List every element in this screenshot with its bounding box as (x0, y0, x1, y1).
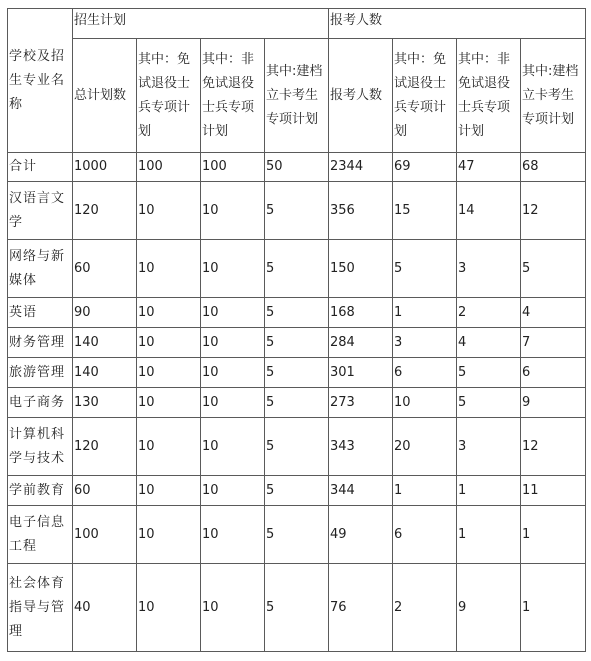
row-value-3: 5 (265, 358, 329, 388)
row-value-4: 150 (329, 240, 393, 298)
row-value-5: 1 (393, 476, 457, 506)
row-name: 学前教育 (8, 476, 73, 506)
row-value-0: 40 (73, 564, 137, 652)
row-value-7: 9 (521, 388, 586, 418)
row-value-7: 1 (521, 506, 586, 564)
row-value-3: 5 (265, 328, 329, 358)
header-total-plan: 总计划数 (73, 39, 137, 153)
row-value-6: 47 (457, 153, 521, 182)
row-value-2: 10 (201, 506, 265, 564)
row-value-1: 100 (137, 153, 201, 182)
table-row (8, 328, 586, 358)
row-value-3: 5 (265, 506, 329, 564)
row-value-7: 5 (521, 240, 586, 298)
header-plan-nonexempt-veterans: 其中：非免试退役士兵专项计划 (201, 39, 265, 153)
row-value-7: 6 (521, 358, 586, 388)
row-value-1: 10 (137, 564, 201, 652)
header-plan-exempt-veterans: 其中：免试退役士兵专项计划 (137, 39, 201, 153)
row-value-7: 11 (521, 476, 586, 506)
header-applicants-exempt-veterans: 其中：免试退役士兵专项计划 (393, 39, 457, 153)
row-value-2: 10 (201, 476, 265, 506)
row-value-2: 10 (201, 418, 265, 476)
group-header-row (8, 9, 586, 39)
row-value-5: 6 (393, 506, 457, 564)
row-value-5: 5 (393, 240, 457, 298)
row-value-1: 10 (137, 328, 201, 358)
row-value-0: 120 (73, 418, 137, 476)
row-value-6: 1 (457, 506, 521, 564)
row-value-4: 76 (329, 564, 393, 652)
row-value-0: 100 (73, 506, 137, 564)
row-value-1: 10 (137, 476, 201, 506)
row-name: 电子商务 (8, 388, 73, 418)
table-row (8, 418, 586, 476)
row-value-2: 10 (201, 388, 265, 418)
table-row (8, 358, 586, 388)
row-value-1: 10 (137, 358, 201, 388)
row-value-6: 14 (457, 182, 521, 240)
row-value-4: 168 (329, 298, 393, 328)
row-value-4: 284 (329, 328, 393, 358)
row-value-5: 69 (393, 153, 457, 182)
row-value-2: 10 (201, 328, 265, 358)
row-value-7: 12 (521, 182, 586, 240)
row-value-7: 4 (521, 298, 586, 328)
row-name: 电子信息工程 (8, 506, 73, 564)
header-applicants-nonexempt-veterans: 其中：非免试退役士兵专项计划 (457, 39, 521, 153)
table-row (8, 564, 586, 652)
row-value-6: 3 (457, 240, 521, 298)
header-applicants: 报考人数 (329, 39, 393, 153)
row-value-5: 6 (393, 358, 457, 388)
row-value-6: 5 (457, 358, 521, 388)
row-value-6: 5 (457, 388, 521, 418)
row-value-3: 5 (265, 298, 329, 328)
row-value-1: 10 (137, 506, 201, 564)
row-value-4: 343 (329, 418, 393, 476)
row-value-1: 10 (137, 182, 201, 240)
row-value-0: 130 (73, 388, 137, 418)
row-value-6: 1 (457, 476, 521, 506)
row-value-7: 12 (521, 418, 586, 476)
row-value-5: 3 (393, 328, 457, 358)
row-value-1: 10 (137, 388, 201, 418)
row-value-3: 5 (265, 418, 329, 476)
row-name: 计算机科学与技术 (8, 418, 73, 476)
row-value-4: 301 (329, 358, 393, 388)
row-value-3: 5 (265, 240, 329, 298)
row-value-0: 1000 (73, 153, 137, 182)
row-value-4: 49 (329, 506, 393, 564)
row-value-4: 356 (329, 182, 393, 240)
row-value-1: 10 (137, 240, 201, 298)
row-value-1: 10 (137, 298, 201, 328)
row-value-5: 10 (393, 388, 457, 418)
row-value-6: 2 (457, 298, 521, 328)
row-value-2: 10 (201, 298, 265, 328)
header-group-plan: 招生计划 (73, 9, 329, 39)
table-body (8, 9, 586, 652)
row-value-2: 10 (201, 240, 265, 298)
row-name: 社会体育指导与管理 (8, 564, 73, 652)
row-value-3: 5 (265, 476, 329, 506)
table-row (8, 388, 586, 418)
sub-header-row (8, 39, 586, 153)
row-value-2: 100 (201, 153, 265, 182)
row-value-4: 2344 (329, 153, 393, 182)
row-value-4: 273 (329, 388, 393, 418)
header-group-applicants: 报考人数 (329, 9, 586, 39)
row-value-6: 3 (457, 418, 521, 476)
header-applicants-poverty: 其中:建档立卡考生专项计划 (521, 39, 586, 153)
table-row (8, 153, 586, 182)
table-row (8, 182, 586, 240)
row-value-5: 1 (393, 298, 457, 328)
row-value-2: 10 (201, 358, 265, 388)
row-value-4: 344 (329, 476, 393, 506)
row-name: 旅游管理 (8, 358, 73, 388)
row-value-2: 10 (201, 564, 265, 652)
row-value-3: 50 (265, 153, 329, 182)
row-name: 财务管理 (8, 328, 73, 358)
table-row (8, 506, 586, 564)
row-value-7: 68 (521, 153, 586, 182)
row-name: 英语 (8, 298, 73, 328)
row-value-5: 15 (393, 182, 457, 240)
row-value-3: 5 (265, 182, 329, 240)
row-value-7: 7 (521, 328, 586, 358)
row-value-6: 4 (457, 328, 521, 358)
header-school: 学校及招生专业名称 (8, 9, 73, 153)
row-value-1: 10 (137, 418, 201, 476)
header-plan-poverty: 其中:建档立卡考生专项计划 (265, 39, 329, 153)
row-value-5: 20 (393, 418, 457, 476)
row-value-0: 140 (73, 328, 137, 358)
row-value-3: 5 (265, 564, 329, 652)
row-value-6: 9 (457, 564, 521, 652)
row-value-2: 10 (201, 182, 265, 240)
enrollment-table (7, 8, 586, 652)
row-value-7: 1 (521, 564, 586, 652)
table-row (8, 298, 586, 328)
row-value-0: 90 (73, 298, 137, 328)
row-value-0: 140 (73, 358, 137, 388)
row-name: 网络与新媒体 (8, 240, 73, 298)
row-value-5: 2 (393, 564, 457, 652)
table-row (8, 476, 586, 506)
table-row (8, 240, 586, 298)
row-value-3: 5 (265, 388, 329, 418)
row-value-0: 60 (73, 240, 137, 298)
row-name: 合计 (8, 153, 73, 182)
row-value-0: 60 (73, 476, 137, 506)
row-value-0: 120 (73, 182, 137, 240)
row-name: 汉语言文学 (8, 182, 73, 240)
